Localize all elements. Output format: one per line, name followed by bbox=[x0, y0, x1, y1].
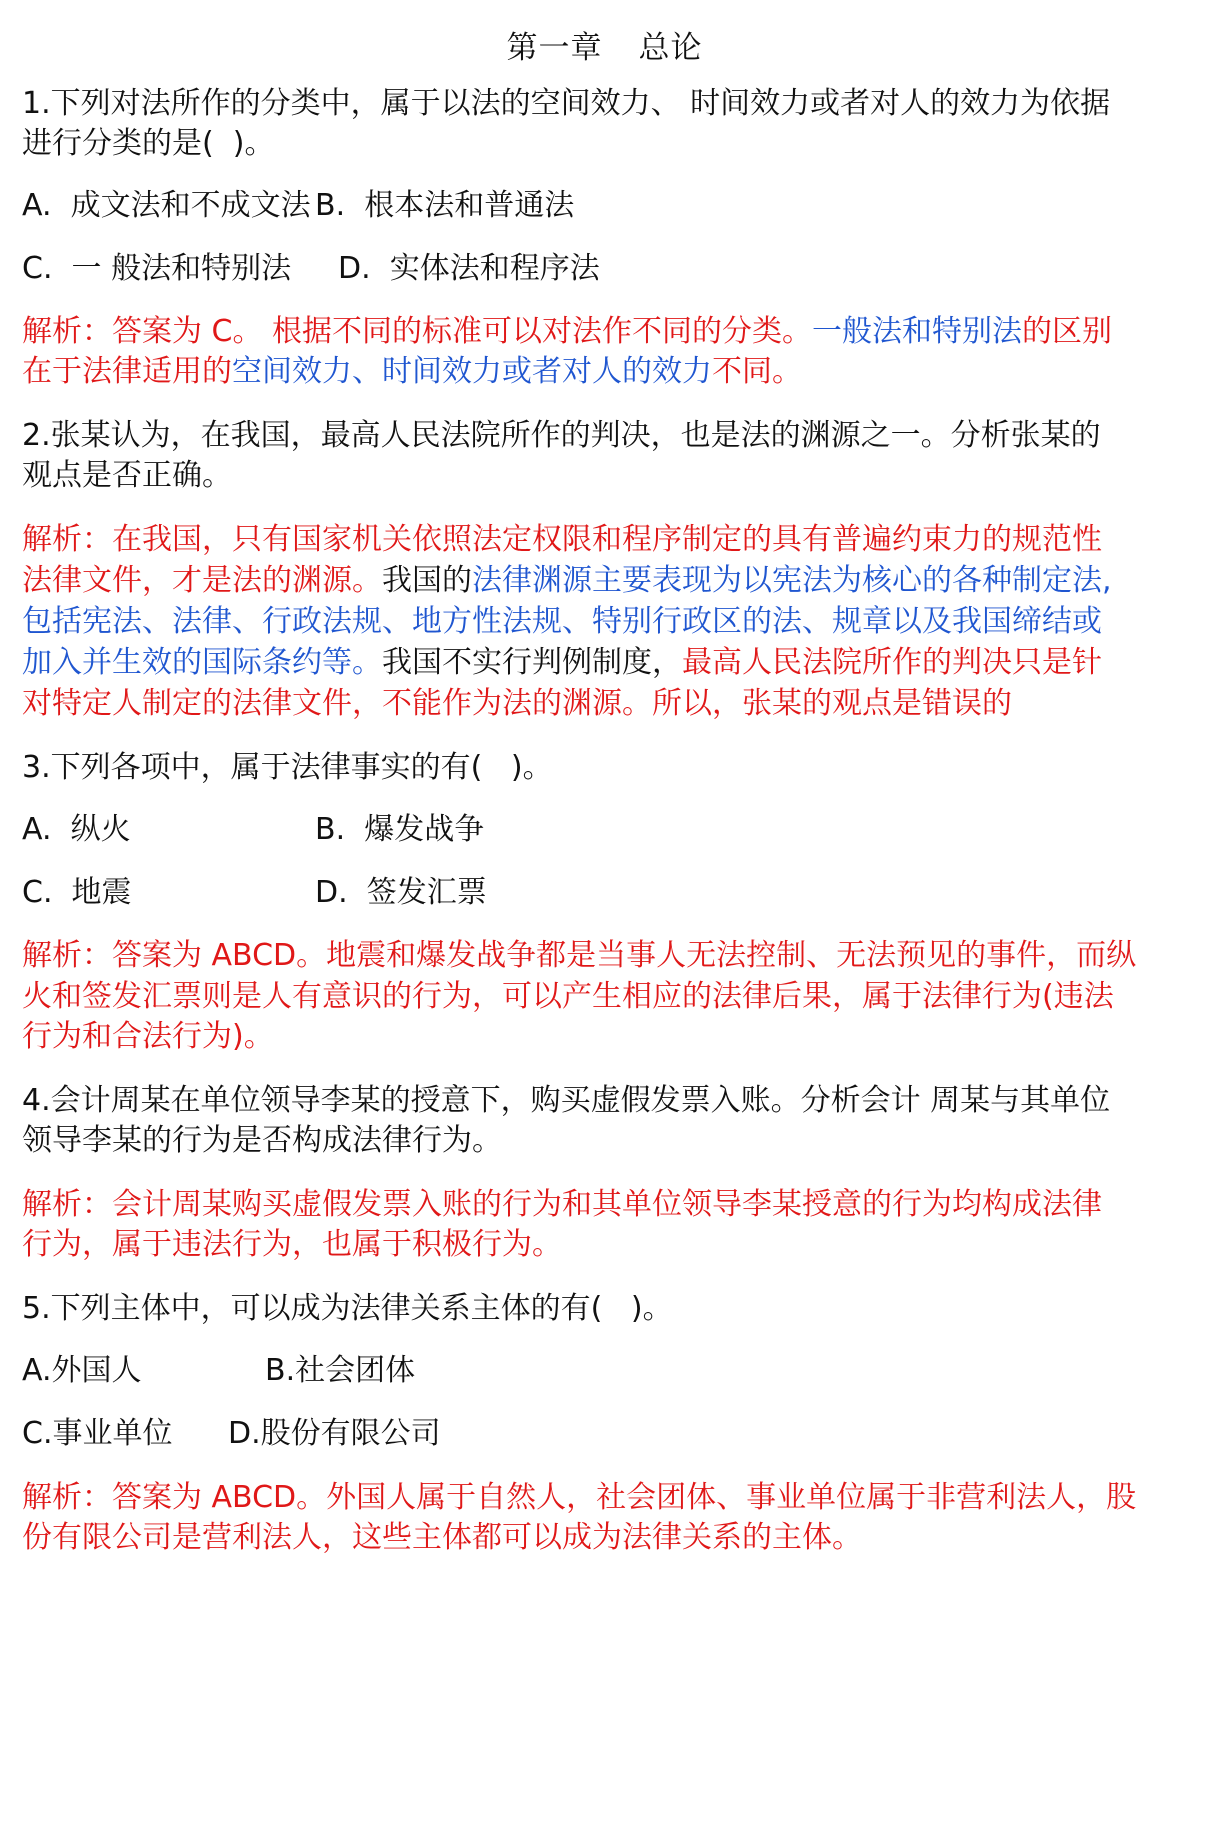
q2-analysis-line1: 解析：在我国，只有国家机关依照法定权限和程序制定的具有普遍约束力的规范性 bbox=[22, 522, 1102, 557]
q2-analysis-line5: 对特定人制定的法律文件，不能作为法的渊源。所以，张某的观点是错误的 bbox=[22, 686, 1012, 721]
q1-stem-line2: 进行分类的是( )。 bbox=[22, 126, 275, 161]
q3-stem: 3.下列各项中，属于法律事实的有( )。 bbox=[22, 750, 553, 785]
q1-analysis-text: 不同。 bbox=[712, 354, 802, 389]
q1-analysis-highlight: 空间效力、时间效力或者对人的效力 bbox=[232, 354, 712, 389]
q1-stem-line1: 1.下列对法所作的分类中，属于以法的空间效力、 时间效力或者对人的效力为依据 bbox=[22, 86, 1111, 121]
q2-analysis-line3: 包括宪法、法律、行政法规、地方性法规、特别行政区的法、规章以及我国缔结或 bbox=[22, 604, 1102, 639]
q3-option-c: C. 地震 bbox=[22, 875, 132, 910]
q1-option-a: A. 成文法和不成文法 bbox=[22, 188, 311, 223]
q2-analysis-text: 法律文件，才是法的渊源。 bbox=[22, 563, 382, 598]
q1-option-b: B. 根本法和普通法 bbox=[315, 188, 575, 223]
q3-analysis-line2: 火和签发汇票则是人有意识的行为，可以产生相应的法律后果，属于法律行为(违法 bbox=[22, 979, 1114, 1014]
q2-analysis-highlight: 加入并生效的国际条约等。 bbox=[22, 645, 382, 680]
chapter-number: 第一章 bbox=[506, 30, 603, 66]
q2-analysis-highlight: 宪法为核心的各种制定法, bbox=[772, 563, 1112, 598]
q4-stem-line2: 领导李某的行为是否构成法律行为。 bbox=[22, 1123, 502, 1158]
chapter-name: 总论 bbox=[638, 30, 703, 66]
q2-analysis-text: 我国不实行判例制度， bbox=[382, 645, 682, 680]
q3-option-d: D. 签发汇票 bbox=[315, 875, 487, 910]
q5-option-b: B.社会团体 bbox=[265, 1353, 416, 1388]
q1-analysis-text: 的区别 bbox=[1022, 314, 1113, 349]
q2-stem-line2: 观点是否正确。 bbox=[22, 458, 232, 493]
q4-analysis-line2: 行为，属于违法行为，也属于积极行为。 bbox=[22, 1227, 562, 1262]
q5-option-a: A.外国人 bbox=[22, 1353, 142, 1388]
chapter-title bbox=[0, 28, 1209, 68]
q1-option-d: D. 实体法和程序法 bbox=[338, 251, 600, 286]
q1-analysis-highlight: 一般法和特别法 bbox=[812, 314, 1023, 349]
q4-analysis-line1: 解析：会计周某购买虚假发票入账的行为和其单位领导李某授意的行为均构成法律 bbox=[22, 1187, 1102, 1222]
q1-analysis-line1 bbox=[22, 312, 1192, 352]
q5-option-d: D.股份有限公司 bbox=[228, 1416, 441, 1451]
q2-stem-line1: 2.张某认为，在我国，最高人民法院所作的判决，也是法的渊源之一。分析张某的 bbox=[22, 418, 1101, 453]
q4-stem-line1: 4.会计周某在单位领导李某的授意下，购买虚假发票入账。分析会计 周某与其单位 bbox=[22, 1083, 1111, 1118]
q2-analysis-line4 bbox=[22, 643, 1192, 683]
q5-analysis-line2: 份有限公司是营利法人，这些主体都可以成为法律关系的主体。 bbox=[22, 1520, 862, 1555]
q2-analysis-highlight: 法律渊源主要表现为以 bbox=[472, 563, 772, 598]
q5-stem: 5.下列主体中，可以成为法律关系主体的有( )。 bbox=[22, 1291, 673, 1326]
q3-option-a: A. 纵火 bbox=[22, 812, 131, 847]
q1-analysis-text: 在于法律适用的 bbox=[22, 354, 232, 389]
q5-option-c: C.事业单位 bbox=[22, 1416, 173, 1451]
q1-analysis-line2 bbox=[22, 352, 1192, 392]
q2-analysis-text: 我国的 bbox=[382, 563, 472, 598]
q5-analysis-line1: 解析：答案为 ABCD。外国人属于自然人，社会团体、事业单位属于非营利法人，股 bbox=[22, 1480, 1137, 1515]
q2-analysis-text: 最高人民法院所作的判决只是针 bbox=[682, 645, 1102, 680]
q1-analysis-text: 解析：答案为 C。 根据不同的标准可以对法作不同的分类。 bbox=[22, 314, 813, 349]
q2-analysis-line2 bbox=[22, 561, 1192, 601]
q3-option-b: B. 爆发战争 bbox=[315, 812, 485, 847]
q3-analysis-line3: 行为和合法行为)。 bbox=[22, 1019, 274, 1054]
q3-analysis-line1: 解析：答案为 ABCD。地震和爆发战争都是当事人无法控制、无法预见的事件，而纵 bbox=[22, 938, 1137, 973]
q1-option-c: C. 一 般法和特别法 bbox=[22, 251, 292, 286]
